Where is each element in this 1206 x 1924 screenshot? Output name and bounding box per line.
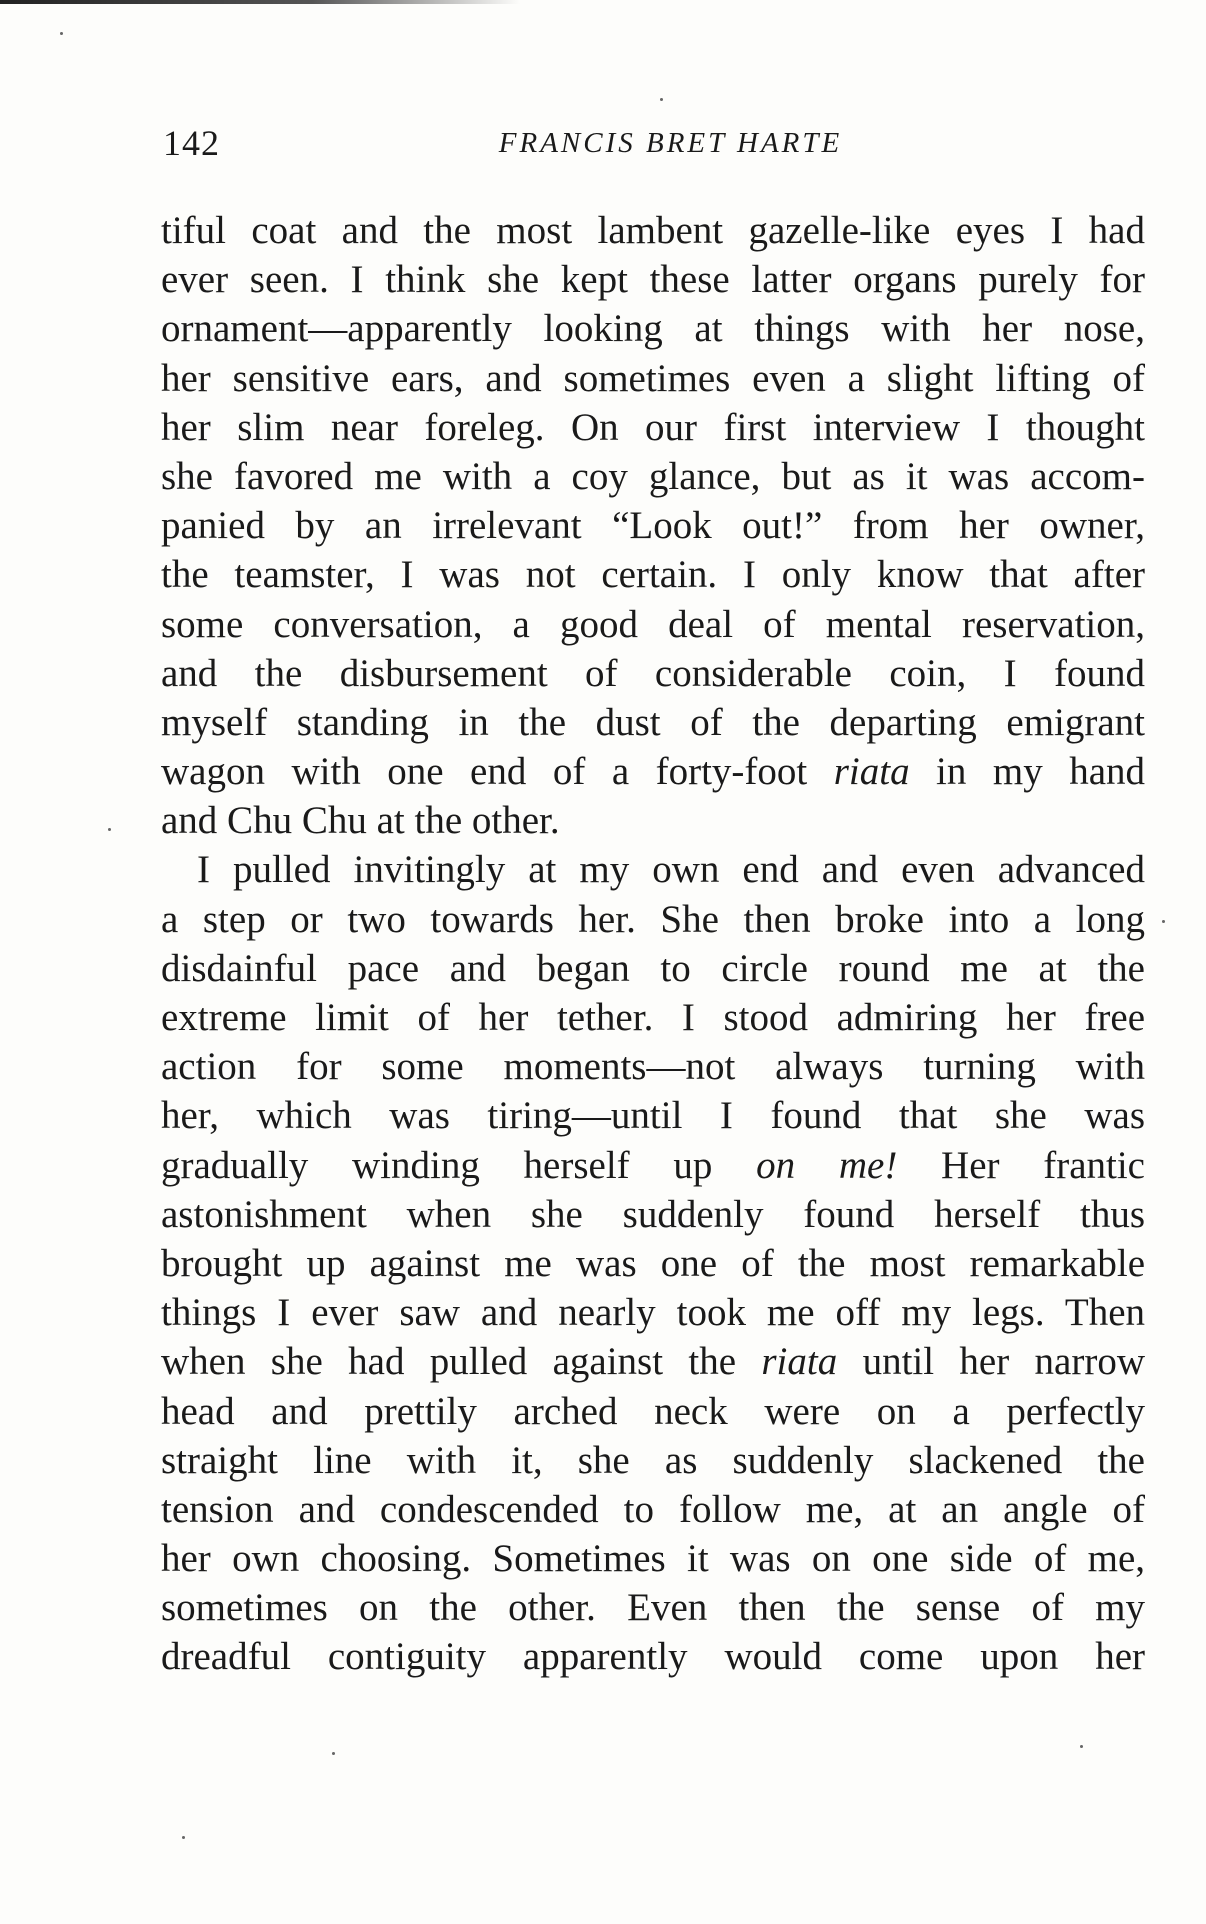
- text-line: her own choosing. Sometimes it was on one side of me,: [161, 1537, 1145, 1581]
- print-speck: [660, 98, 663, 101]
- text-line: straight line with it, she as suddenly slackened the: [161, 1438, 1145, 1482]
- body-text: [161, 206, 1145, 1682]
- text-line: the teamster, I was not certain. I only know that after: [161, 553, 1145, 597]
- running-head: FRANCIS BRET HARTE: [498, 127, 843, 159]
- print-speck: [332, 1752, 335, 1755]
- print-speck: [1162, 920, 1165, 923]
- text-line: her sensitive ears, and sometimes even a slight lifting of: [161, 356, 1145, 400]
- text-line: myself standing in the dust of the departing emigrant: [161, 700, 1145, 744]
- text-line: astonishment when she suddenly found herself thus: [161, 1192, 1145, 1236]
- text-line: ornament—apparently looking at things with her nose,: [161, 307, 1145, 351]
- text-line: panied by an irrelevant “Look out!” from her owner,: [161, 504, 1145, 548]
- paragraph-start-line: I pulled invitingly at my own end and even advanced: [197, 848, 1145, 892]
- text-line: sometimes on the other. Even then the sense of my: [161, 1586, 1145, 1630]
- print-speck: [1080, 1745, 1083, 1748]
- text-line: a step or two towards her. She then broke into a long: [161, 897, 1145, 941]
- text-line: action for some moments—not always turning with: [161, 1045, 1145, 1089]
- text-line: gradually winding herself up on me! Her frantic: [161, 1143, 1145, 1187]
- text-line: tension and condescended to follow me, at an angle of: [161, 1487, 1145, 1531]
- page-header: [163, 118, 1138, 168]
- paragraph-end-line: and Chu Chu at the other.: [161, 799, 560, 843]
- text-line: things I ever saw and nearly took me off my legs. Then: [161, 1291, 1145, 1335]
- text-line: tiful coat and the most lambent gazelle-like eyes I had: [161, 209, 1145, 252]
- text-line: and the disbursement of considerable coin, I found: [161, 651, 1145, 695]
- text-line: extreme limit of her tether. I stood admiring her free: [161, 996, 1145, 1039]
- text-line: head and prettily arched neck were on a perfectly: [161, 1389, 1145, 1433]
- text-line: wagon with one end of a forty-foot riata in my hand: [161, 750, 1145, 794]
- text-line: dreadful contiguity apparently would come upon her: [161, 1635, 1145, 1679]
- page-number: 142: [163, 123, 220, 163]
- page-top-edge: [0, 0, 520, 4]
- text-line: disdainful pace and began to circle round me at the: [161, 946, 1145, 990]
- text-line: some conversation, a good deal of mental reservation,: [161, 602, 1145, 646]
- print-speck: [108, 828, 111, 831]
- text-line: her, which was tiring—until I found that she was: [161, 1094, 1145, 1138]
- text-line: her slim near foreleg. On our first interview I thought: [161, 405, 1145, 449]
- text-line: when she had pulled against the riata until her narrow: [161, 1340, 1145, 1384]
- print-speck: [60, 32, 63, 35]
- text-line: ever seen. I think she kept these latter organs purely for: [161, 258, 1145, 302]
- print-speck: [182, 1836, 185, 1839]
- text-line: she favored me with a coy glance, but as it was accom-: [161, 454, 1145, 498]
- text-line: brought up against me was one of the most remarkable: [161, 1241, 1145, 1285]
